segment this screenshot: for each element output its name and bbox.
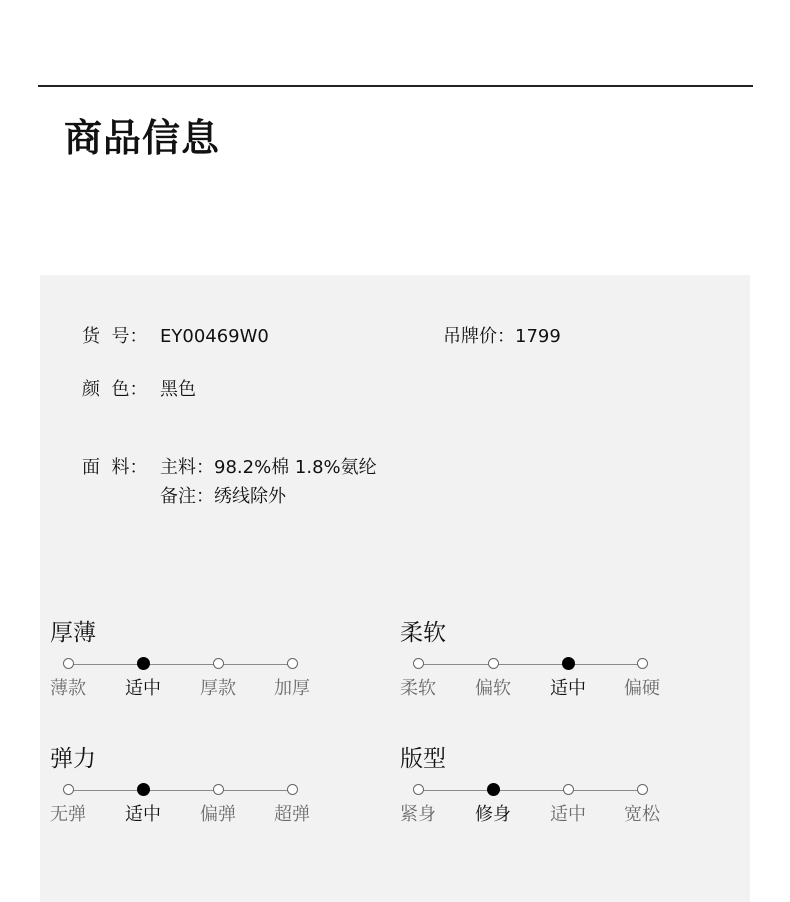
scale-option-label: 修身 (475, 804, 511, 825)
scale-option-label: 适中 (125, 804, 161, 825)
scale-option-label: 适中 (550, 678, 586, 699)
scale-option-label: 加厚 (274, 678, 310, 699)
attribute-thickness (40, 620, 310, 720)
attribute-fit (390, 746, 660, 846)
scale-dot (488, 658, 499, 669)
scale-option-label: 宽松 (624, 804, 660, 825)
scale-option-label: 厚款 (200, 678, 236, 699)
scale-dot-selected (137, 657, 150, 670)
page-title: 商品信息 (64, 116, 221, 160)
scale-dot-selected (137, 783, 150, 796)
scale-dot (637, 658, 648, 669)
scale-dot (413, 658, 424, 669)
scale-dot-selected (487, 783, 500, 796)
scale-option-label: 偏硬 (624, 678, 660, 699)
fabric-label: 面 料： (82, 457, 148, 478)
scale-line (418, 664, 642, 665)
scale-dot (563, 784, 574, 795)
fabric-note: 备注：绣线除外 (160, 486, 286, 507)
scale-line (68, 664, 292, 665)
scale-dot (213, 784, 224, 795)
attribute-softness (390, 620, 660, 720)
scale-option-label: 柔软 (400, 678, 436, 699)
color-label: 颜 色： (82, 379, 148, 400)
attribute-title: 柔软 (400, 620, 446, 646)
scale-option-label: 紧身 (400, 804, 436, 825)
attribute-elasticity (40, 746, 310, 846)
scale-option-label: 薄款 (50, 678, 86, 699)
scale-dot (63, 784, 74, 795)
scale-dot (63, 658, 74, 669)
scale-dot (287, 658, 298, 669)
tag-price-value: 1799 (515, 326, 561, 347)
scale-dot (413, 784, 424, 795)
scale-line (68, 790, 292, 791)
scale-option-label: 超弹 (274, 804, 310, 825)
product-code-label: 货 号： (82, 326, 148, 347)
fabric-row (82, 456, 377, 479)
color-row (82, 378, 196, 401)
scale-option-label: 适中 (550, 804, 586, 825)
tag-price-row (443, 325, 561, 348)
top-divider (38, 85, 753, 87)
fabric-value: 主料：98.2%棉 1.8%氨纶 (160, 457, 377, 478)
attribute-title: 版型 (400, 746, 446, 772)
scale-option-label: 偏软 (475, 678, 511, 699)
tag-price-label: 吊牌价： (443, 326, 515, 347)
scale-dot (287, 784, 298, 795)
product-code-row (82, 325, 269, 348)
attribute-title: 弹力 (50, 746, 96, 772)
scale-dot (213, 658, 224, 669)
scale-option-label: 无弹 (50, 804, 86, 825)
scale-line (418, 790, 642, 791)
scale-option-label: 适中 (125, 678, 161, 699)
product-code-value: EY00469W0 (160, 326, 269, 347)
scale-option-label: 偏弹 (200, 804, 236, 825)
scale-dot (637, 784, 648, 795)
attribute-title: 厚薄 (50, 620, 96, 646)
color-value: 黑色 (160, 379, 196, 400)
scale-dot-selected (562, 657, 575, 670)
